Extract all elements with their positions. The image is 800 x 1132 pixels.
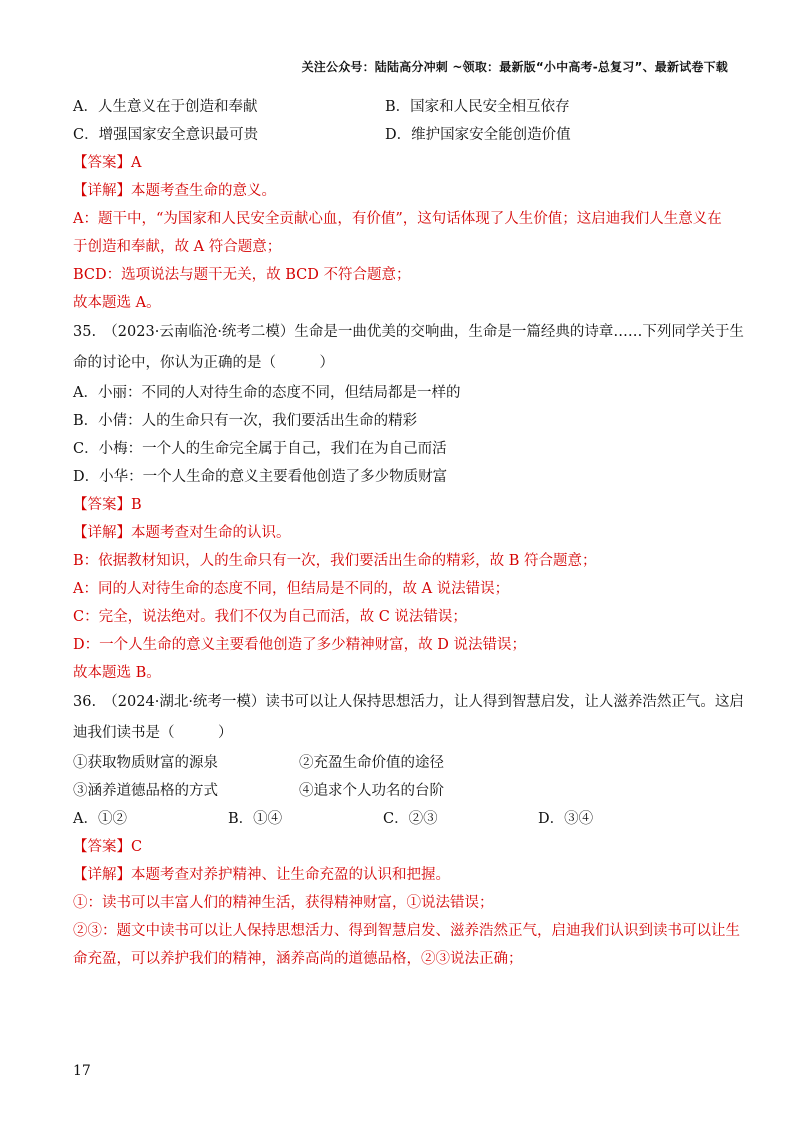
option-row — [73, 121, 733, 149]
conclusion-line: 故本题选 A。 — [73, 295, 161, 311]
statement-4: ④追求个人功名的台阶 — [299, 783, 444, 799]
page-header: 关注公众号：陆陆高分冲刺 ~领取：最新版“小中高考-总复习”、最新试卷下载 — [301, 60, 728, 74]
page-number: 17 — [73, 1063, 91, 1079]
option-d: D．维护国家安全能创造价值 — [385, 127, 571, 143]
answer-label: 【答案】B — [73, 497, 142, 513]
detail-label: 【详解】本题考查生命的意义。 — [73, 183, 276, 199]
question-stem: 36. （2024·湖北·统考一模）读书可以让人保持思想活力，让人得到智慧启发，让人滋养浩然正气。这启 — [73, 694, 744, 710]
explanation-line: ①：读书可以丰富人们的精神生活，获得精神财富，①说法错误； — [73, 895, 494, 911]
explanation-line: 命充盈，可以养护我们的精神，涵养高尚的道德品格，②③说法正确； — [73, 951, 523, 967]
choice-a: A．①② — [73, 811, 127, 827]
conclusion-line: 故本题选 B。 — [73, 665, 161, 681]
statement-3: ③涵养道德品格的方式 — [73, 783, 218, 799]
choice-d: D．③④ — [538, 811, 594, 827]
explanation-line: C：完全，说法绝对。我们不仅为自己而活，故 C 说法错误； — [73, 609, 467, 625]
statement-1: ①获取物质财富的源泉 — [73, 755, 218, 771]
statement-row — [73, 749, 733, 777]
explanation-line: D：一个人生命的意义主要看他创造了多少精神财富，故 D 说法错误； — [73, 637, 526, 653]
option-b: B．小倩：人的生命只有一次，我们要活出生命的精彩 — [73, 413, 418, 429]
answer-label: 【答案】A — [73, 155, 142, 171]
statement-row — [73, 777, 733, 805]
explanation-line: A：题干中，“为国家和人民安全贡献心血，有价值”，这句话体现了人生价值；这启迪我们人生意义在 — [73, 211, 722, 227]
detail-label: 【详解】本题考查对养护精神、让生命充盈的认识和把握。 — [73, 867, 450, 883]
explanation-line: A：同的人对待生命的态度不同，但结局是不同的，故 A 说法错误； — [73, 581, 510, 597]
option-row — [73, 93, 733, 121]
option-c: C．增强国家安全意识最可贵 — [73, 127, 259, 143]
explanation-line: B：依据教材知识，人的生命只有一次，我们要活出生命的精彩，故 B 符合题意； — [73, 553, 597, 569]
statement-2: ②充盈生命价值的途径 — [299, 755, 444, 771]
choice-row — [73, 805, 733, 833]
option-b: B．国家和人民安全相互依存 — [385, 99, 570, 115]
explanation-line: BCD：选项说法与题干无关，故 BCD 不符合题意； — [73, 267, 411, 283]
option-c: C．小梅：一个人的生命完全属于自己，我们在为自己而活 — [73, 441, 447, 457]
explanation-line: 于创造和奉献，故 A 符合题意； — [73, 239, 282, 255]
answer-label: 【答案】C — [73, 839, 143, 855]
option-d: D．小华：一个人生命的意义主要看他创造了多少物质财富 — [73, 469, 448, 485]
question-stem: 命的讨论中，你认为正确的是（ ） — [73, 355, 334, 371]
question-stem: 35. （2023·云南临沧·统考二模）生命是一曲优美的交响曲，生命是一篇经典的诗章……下列同学关于生 — [73, 324, 744, 340]
choice-b: B．①④ — [228, 811, 283, 827]
option-a: A．小丽：不同的人对待生命的态度不同，但结局都是一样的 — [73, 385, 461, 401]
document-body — [73, 93, 744, 973]
option-a: A．人生意义在于创造和奉献 — [73, 99, 258, 115]
explanation-line: ②③：题文中读书可以让人保持思想活力、得到智慧启发、滋养浩然正气，启迪我们认识到读书可以让生 — [73, 923, 740, 939]
question-stem: 迪我们读书是（ ） — [73, 725, 233, 741]
choice-c: C．②③ — [383, 811, 438, 827]
detail-label: 【详解】本题考查对生命的认识。 — [73, 525, 291, 541]
